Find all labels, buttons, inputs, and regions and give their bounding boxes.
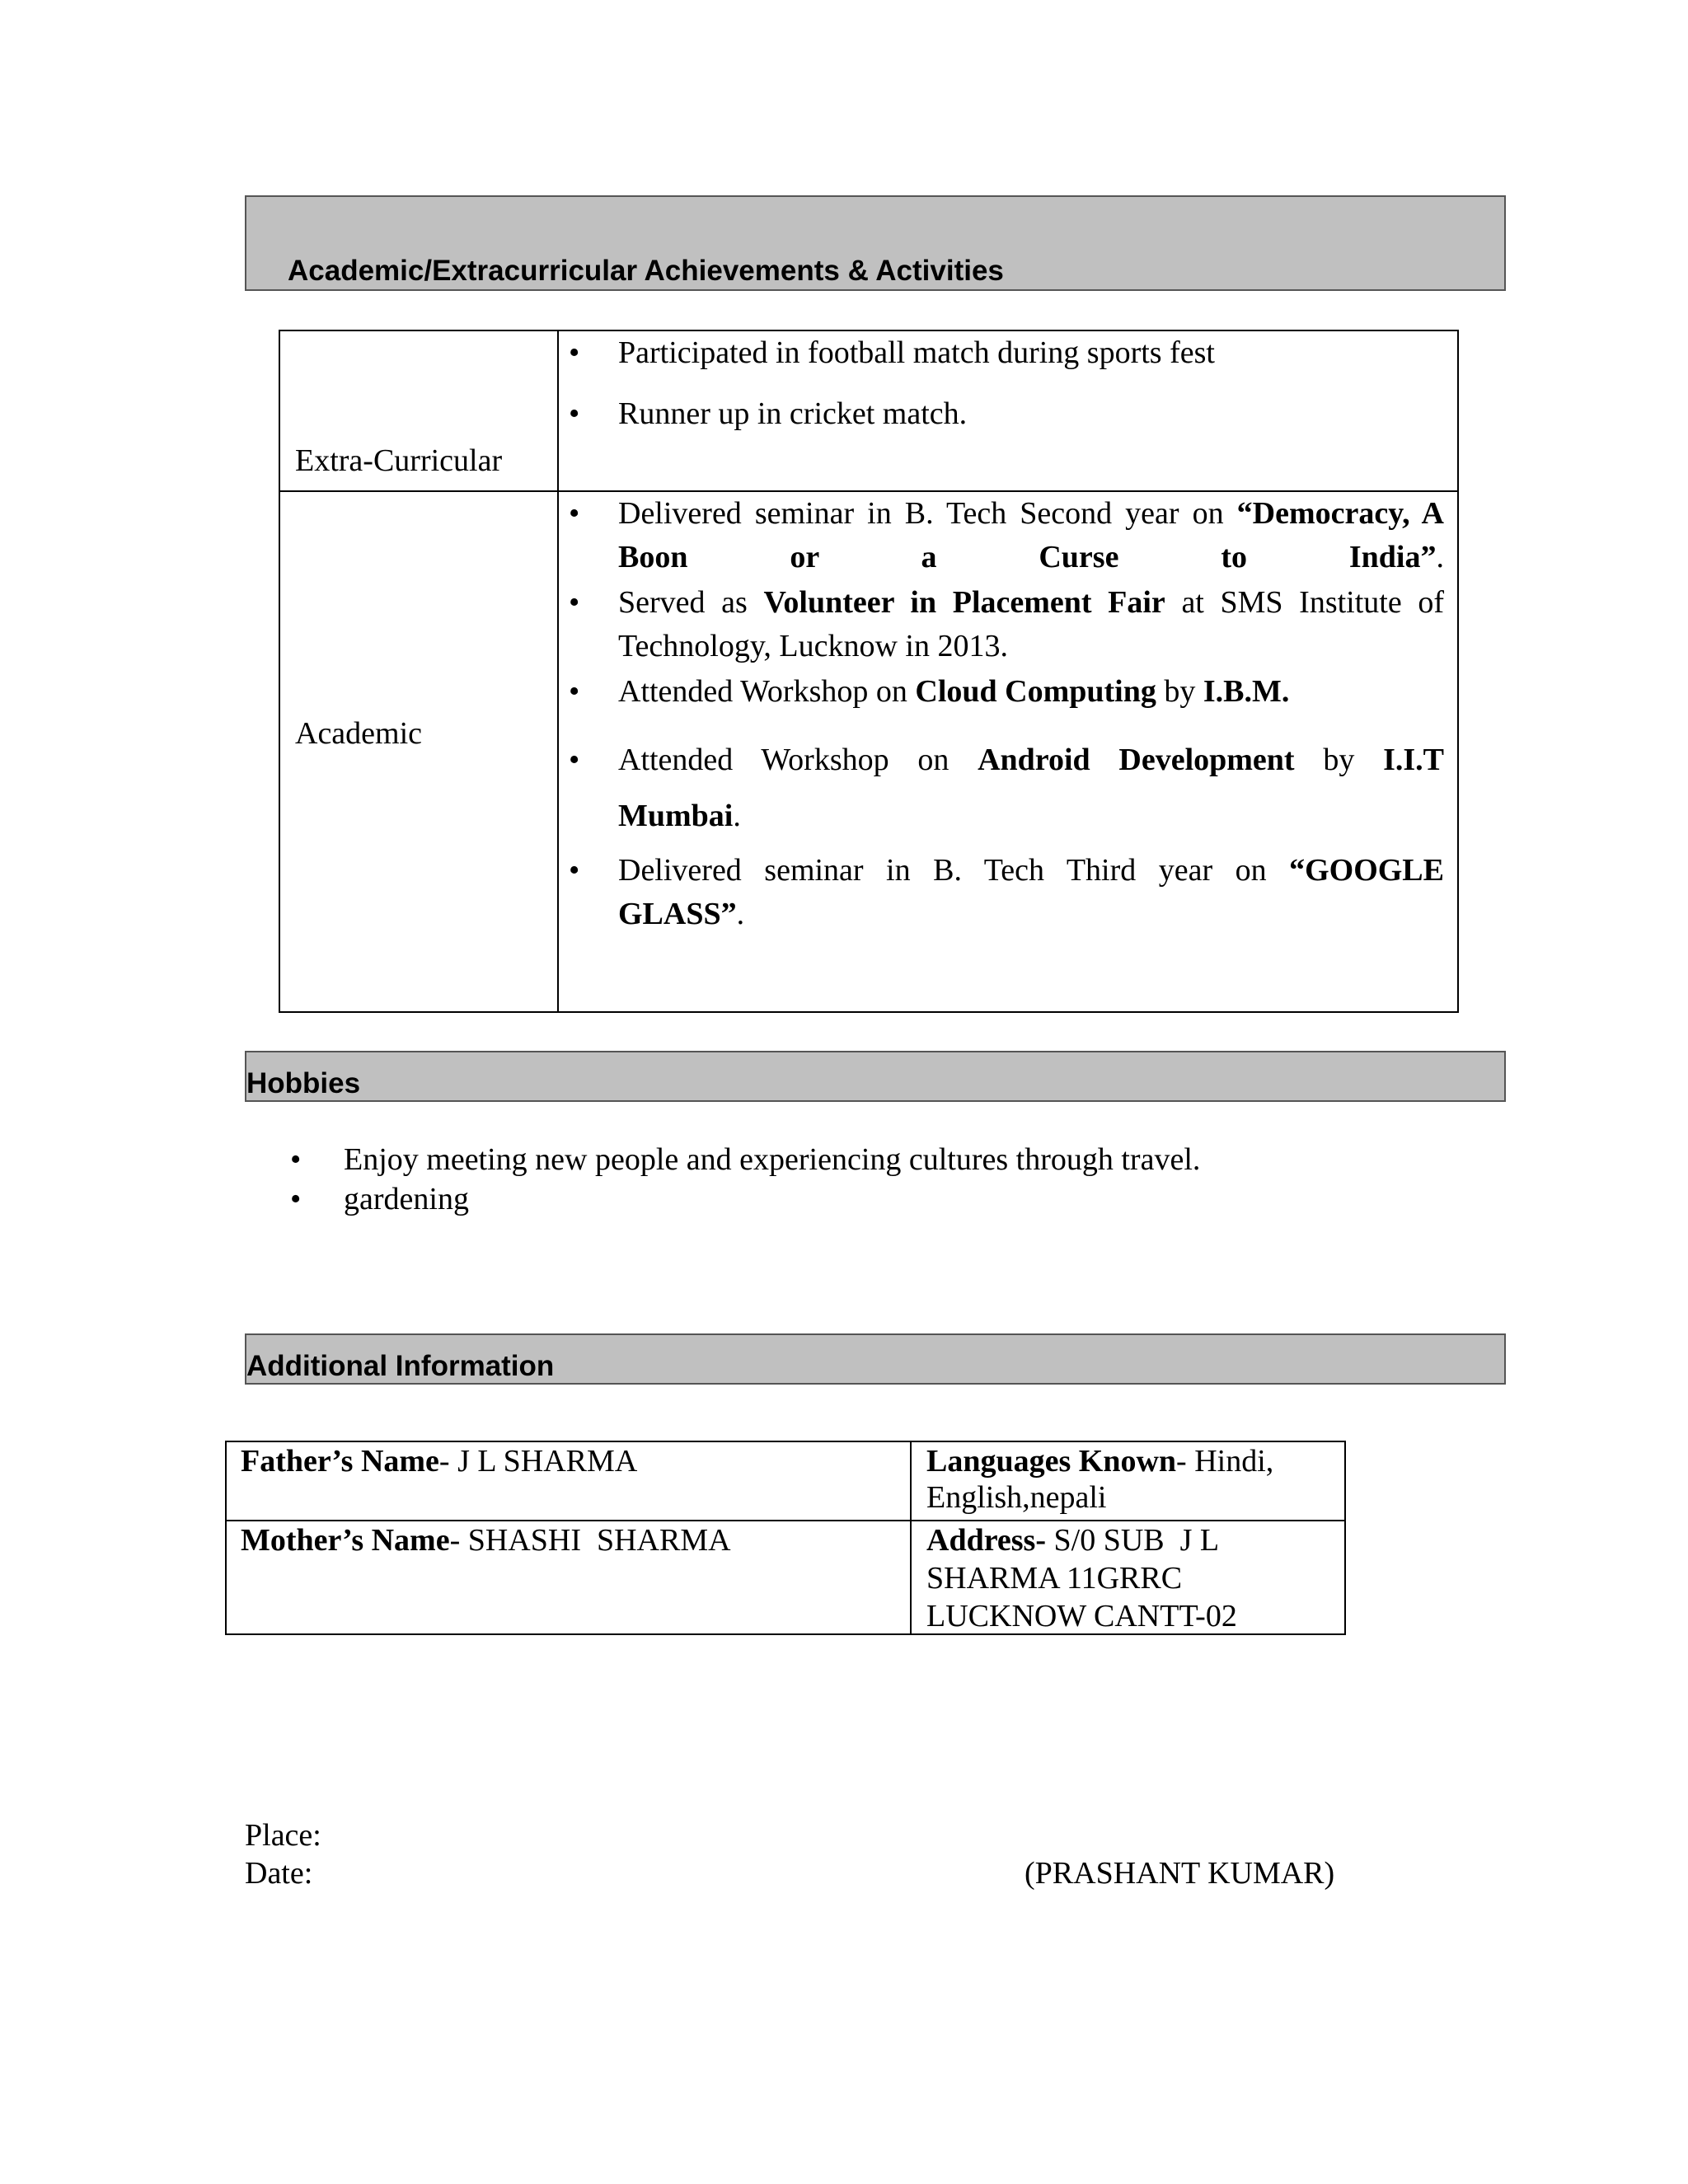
row-label-extra-curricular: Extra-Curricular: [295, 443, 503, 478]
list-item-text: [618, 674, 1289, 709]
list-item-text: Runner up in cricket match.: [618, 396, 968, 431]
field-value: - Hindi,: [1176, 1444, 1274, 1479]
bold-text: Volunteer in Placement Fair: [763, 585, 1165, 620]
field-value: - J L SHARMA: [438, 1444, 638, 1479]
list-item: [569, 732, 1444, 844]
text-run: Attended Workshop on: [618, 743, 978, 777]
text-run: by: [1156, 674, 1203, 709]
bold-text: Android Development: [978, 743, 1295, 777]
section-title: Hobbies: [246, 1066, 361, 1099]
field-label: Mother’s Name: [241, 1523, 450, 1558]
text-run: Attended Workshop on: [618, 674, 916, 709]
field-value: LUCKNOW CANTT-02: [926, 1599, 1237, 1633]
text-run: Served as: [618, 585, 764, 620]
date-label: Date:: [245, 1856, 313, 1891]
bullet: •: [569, 335, 580, 370]
field-label: Address-: [926, 1523, 1046, 1558]
list-item-text: [618, 585, 1444, 663]
list-item: [569, 670, 1444, 714]
row-label-academic: Academic: [295, 716, 423, 751]
address-cell: [926, 1521, 1237, 1635]
field-value: English,nepali: [926, 1480, 1107, 1515]
table-divider: [557, 331, 559, 1011]
list-item-text: Participated in football match during sports fest: [618, 335, 1215, 370]
bullet: •: [569, 674, 580, 709]
bullet: •: [569, 585, 580, 620]
list-item-text: [618, 853, 1444, 931]
languages-cell: [926, 1442, 1273, 1516]
bullet: •: [290, 1142, 302, 1177]
list-item: [569, 331, 1444, 375]
achievements-table: [279, 330, 1459, 1013]
field-label: Languages Known: [926, 1444, 1177, 1479]
text-run: by: [1294, 743, 1384, 777]
text-run: Delivered seminar in B. Tech Third year on: [618, 853, 1290, 888]
list-item: [569, 392, 1444, 436]
signature-name: (PRASHANT KUMAR): [1025, 1856, 1335, 1891]
section-header-hobbies: [245, 1051, 1506, 1102]
bullet: •: [569, 743, 580, 777]
hobby-text: Enjoy meeting new people and experiencing cultures through travel.: [344, 1142, 1201, 1177]
bullet: •: [569, 396, 580, 431]
mother-name-cell: [241, 1521, 731, 1559]
section-title: Academic/Extracurricular Achievements & Activities: [288, 254, 1004, 287]
field-label: Father’s Name: [241, 1444, 439, 1479]
text-run: .: [733, 799, 741, 833]
bullet: •: [569, 496, 580, 531]
bullet: •: [290, 1182, 302, 1216]
bold-text: I.I.T Mumbai: [618, 743, 1444, 833]
table-divider: [910, 1442, 912, 1633]
field-value: - SHASHI SHARMA: [449, 1523, 731, 1558]
section-title: Additional Information: [246, 1349, 555, 1382]
father-name-cell: [241, 1442, 637, 1480]
text-run: .: [1436, 540, 1444, 574]
bold-text: Cloud Computing: [915, 674, 1156, 709]
list-item-text: [618, 496, 1444, 574]
text-run: Delivered seminar in B. Tech Second year on: [618, 496, 1237, 531]
list-item: [569, 581, 1444, 668]
bullet: •: [569, 853, 580, 888]
section-header-additional-info: [245, 1333, 1506, 1385]
bold-text: “GOOGLE GLASS”: [618, 853, 1444, 931]
list-item-text: [618, 743, 1444, 833]
bold-text: “Democracy, A Boon or a Curse to India”: [618, 496, 1444, 574]
section-header-achievements: [245, 195, 1506, 291]
list-item: [569, 492, 1444, 579]
field-value: SHARMA 11GRRC: [926, 1561, 1183, 1596]
hobby-text: gardening: [344, 1182, 469, 1216]
place-label: Place:: [245, 1818, 321, 1853]
field-value: S/0 SUB J L: [1046, 1523, 1220, 1558]
text-run: .: [736, 897, 745, 931]
list-item: [569, 849, 1444, 936]
bold-text: I.B.M.: [1203, 674, 1290, 709]
text-run: at SMS Institute of Technology, Lucknow in 2013.: [618, 585, 1444, 663]
additional-info-table: [225, 1441, 1346, 1635]
